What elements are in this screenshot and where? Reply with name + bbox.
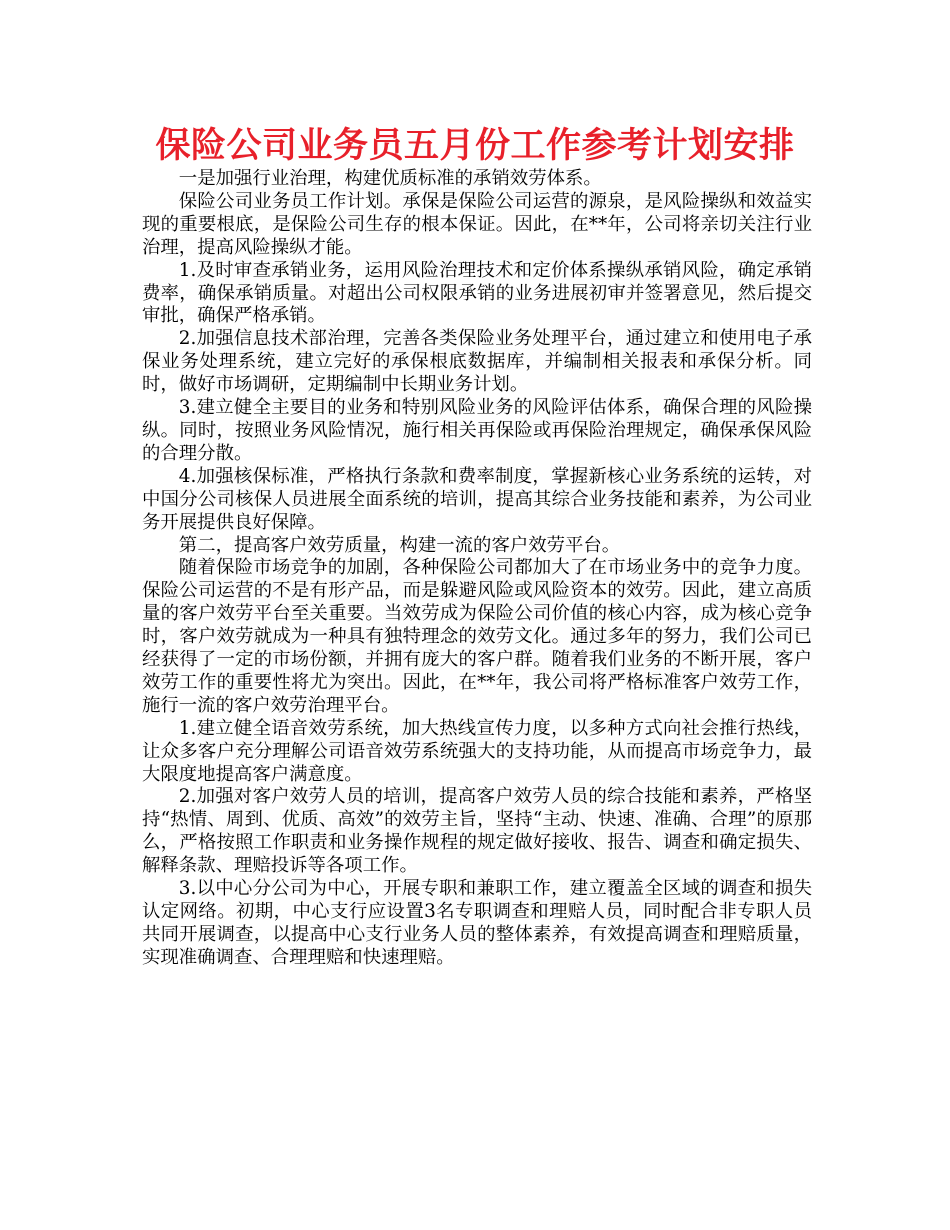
paragraph: 1.建立健全语音效劳系统，加大热线宣传力度，以多种方式向社会推行热线，让众多客户充分理解公司语音效劳系统强大的支持功能，从而提高市场竞争力，最大限度地提高客户满意度。 [142,717,812,785]
paragraph: 1.及时审查承销业务，运用风险治理技术和定价体系操纵承销风险，确定承销费率，确保承销质量。对超出公司权限承销的业务进展初审并签署意见，然后提交审批，确保严格承销。 [142,259,812,327]
document-title: 保险公司业务员五月份工作参考计划安排 [155,126,795,166]
document-body [142,168,812,970]
paragraph: 3.以中心分公司为中心，开展专职和兼职工作，建立覆盖全区域的调查和损失认定网络。初期，中心支行应设置3名专职调查和理赔人员，同时配合非专职人员共同开展调查，以提高中心支行业务人员的整体素养，有效提高调查和理赔质量，实现准确调查、合理理赔和快速理赔。 [142,878,812,968]
paragraph: 4.加强核保标准，严格执行条款和费率制度，掌握新核心业务系统的运转，对中国分公司核保人员进展全面系统的培训，提高其综合业务技能和素养，为公司业务开展提供良好保障。 [142,465,812,533]
paragraph: 一是加强行业治理，构建优质标准的承销效劳体系。 [178,168,602,189]
paragraph: 保险公司业务员工作计划。承保是保险公司运营的源泉，是风险操纵和效益实现的重要根底，是保险公司生存的根本保证。因此，在**年，公司将亲切关注行业治理，提高风险操纵才能。 [142,190,812,258]
paragraph: 2.加强信息技术部治理，完善各类保险业务处理平台，通过建立和使用电子承保业务处理系统，建立完好的承保根底数据库，并编制相关报表和承保分析。同时，做好市场调研，定期编制中长期业务计划。 [142,328,812,396]
paragraph: 3.建立健全主要目的业务和特别风险业务的风险评估体系，确保合理的风险操纵。同时，按照业务风险情况，施行相关再保险或再保险治理规定，确保承保风险的合理分散。 [142,397,812,464]
paragraph: 2.加强对客户效劳人员的培训，提高客户效劳人员的综合技能和素养，严格坚持“热情、周到、优质、高效”的效劳主旨，坚持“主动、快速、准确、合理”的原那么，严格按照工作职责和业务操作规程的规定做好接收、报告、调查和确定损失、解释条款、理赔投诉等各项工作。 [142,786,812,877]
paragraph: 第二，提高客户效劳质量，构建一流的客户效劳平台。 [178,534,621,556]
paragraph: 随着保险市场竞争的加剧，各种保险公司都加大了在市场业务中的竞争力度。保险公司运营的不是有形产品，而是躲避风险或风险资本的效劳。因此，建立高质量的客户效劳平台至关重要。当效劳成为保险公司价值的核心内容，成为核心竞争时，客户效劳就成为一种具有独特理念的效劳文化。通过多年的努力，我们公司已经获得了一定的市场份额，并拥有庞大的客户群。随着我们业务的不断开展，客户效劳工作的重要性将尤为突出。因此，在**年，我公司将严格标准客户效劳工作，施行一流的客户效劳治理平台。 [142,557,812,716]
